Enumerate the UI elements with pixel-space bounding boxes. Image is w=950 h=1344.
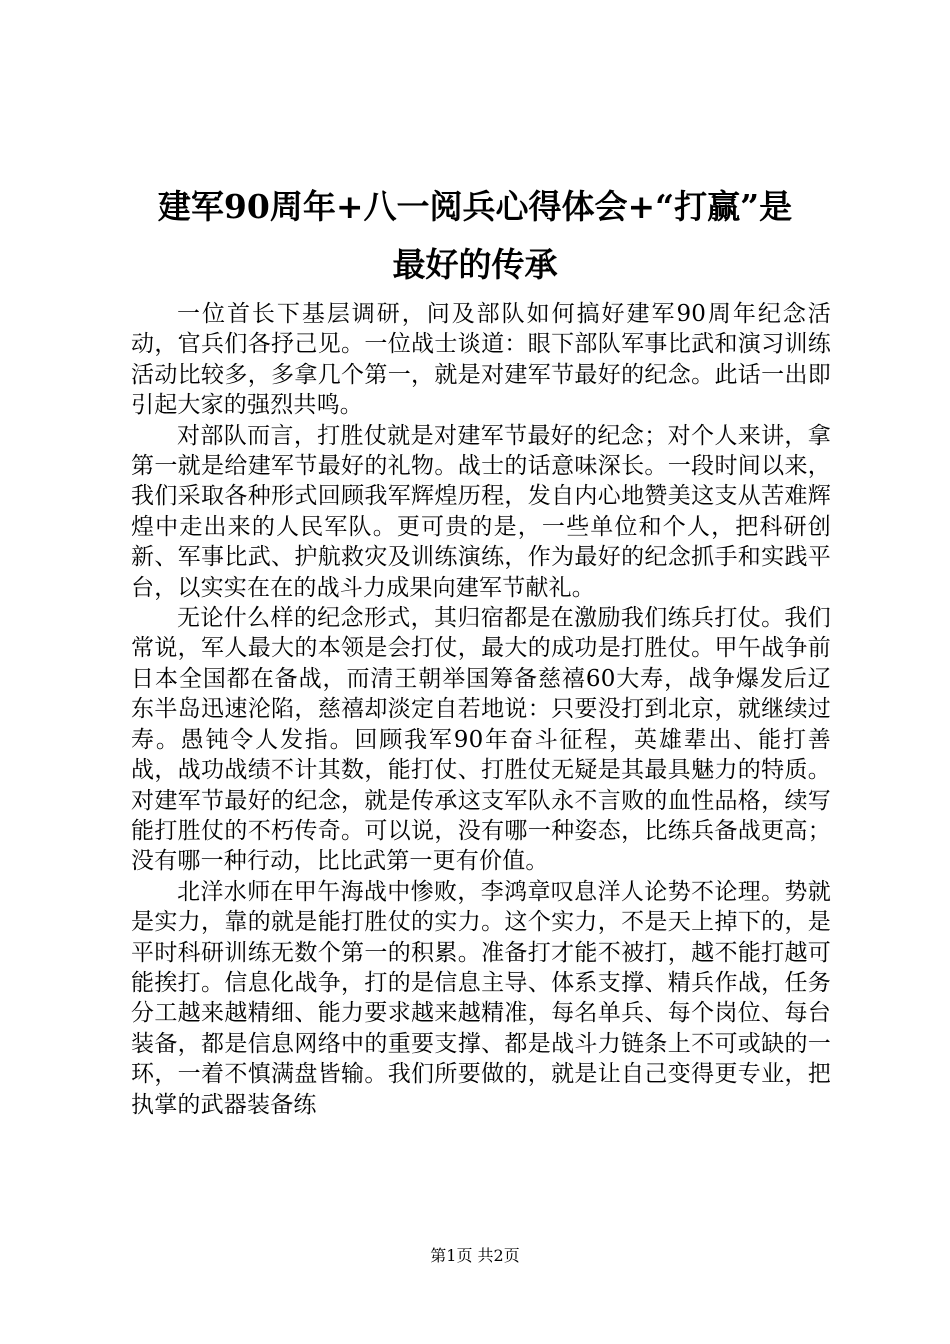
paragraph: 一位首长下基层调研，问及部队如何搞好建军90周年纪念活动，官兵们各抒己见。一位战士谈道：眼下部队军事比武和演习训练活动比较多，多拿几个第一，就是对建军节最好的纪念。此话一出即引起大家的强烈共鸣。 <box>131 301 831 419</box>
paragraph: 无论什么样的纪念形式，其归宿都是在激励我们练兵打仗。我们常说，军人最大的本领是会打仗，最大的成功是打胜仗。甲午战争前日本全国都在备战，而清王朝举国筹备慈禧60大寿，战争爆发后辽东半岛迅速沦陷，慈禧却淡定自若地说：只要没打到北京，就继续过寿。愚钝令人发指。回顾我军90年奋斗征程，英雄辈出、能打善战，战功战绩不计其数，能打仗、打胜仗无疑是其最具魅力的特质。对建军节最好的纪念，就是传承这支军队永不言败的血性品格，续写能打胜仗的不朽传奇。可以说，没有哪一种姿态，比练兵备战更高；没有哪一种行动，比比武第一更有价值。 <box>131 605 831 875</box>
document-body <box>131 299 831 1120</box>
title-line-1: 建军90周年+八一阅兵心得体会+“打赢”是 <box>157 187 793 226</box>
title-line-2: 最好的传承 <box>392 245 558 284</box>
paragraph: 对部队而言，打胜仗就是对建军节最好的纪念；对个人来讲，拿第一就是给建军节最好的礼物。战士的话意味深长。一段时间以来，我们采取各种形式回顾我军辉煌历程，发自内心地赞美这支从苦难辉煌中走出来的人民军队。更可贵的是，一些单位和个人，把科研创新、军事比武、护航救灾及训练演练，作为最好的纪念抓手和实践平台，以实实在在的战斗力成果向建军节献礼。 <box>131 422 831 601</box>
document-title <box>90 178 860 294</box>
paragraph: 北洋水师在甲午海战中惨败，李鸿章叹息洋人论势不论理。势就是实力，靠的就是能打胜仗的实力。这个实力，不是天上掉下的，是平时科研训练无数个第一的积累。准备打才能不被打，越不能打越可能挨打。信息化战争，打的是信息主导、体系支撑、精兵作战，任务分工越来越精细、能力要求越来越精准，每名单兵、每个岗位、每台装备，都是信息网络中的重要支撑、都是战斗力链条上不可或缺的一环，一着不慎满盘皆输。我们所要做的，就是让自己变得更专业，把执掌的武器装备练 <box>131 878 831 1118</box>
page-footer: 第1页 共2页 <box>430 1246 520 1265</box>
